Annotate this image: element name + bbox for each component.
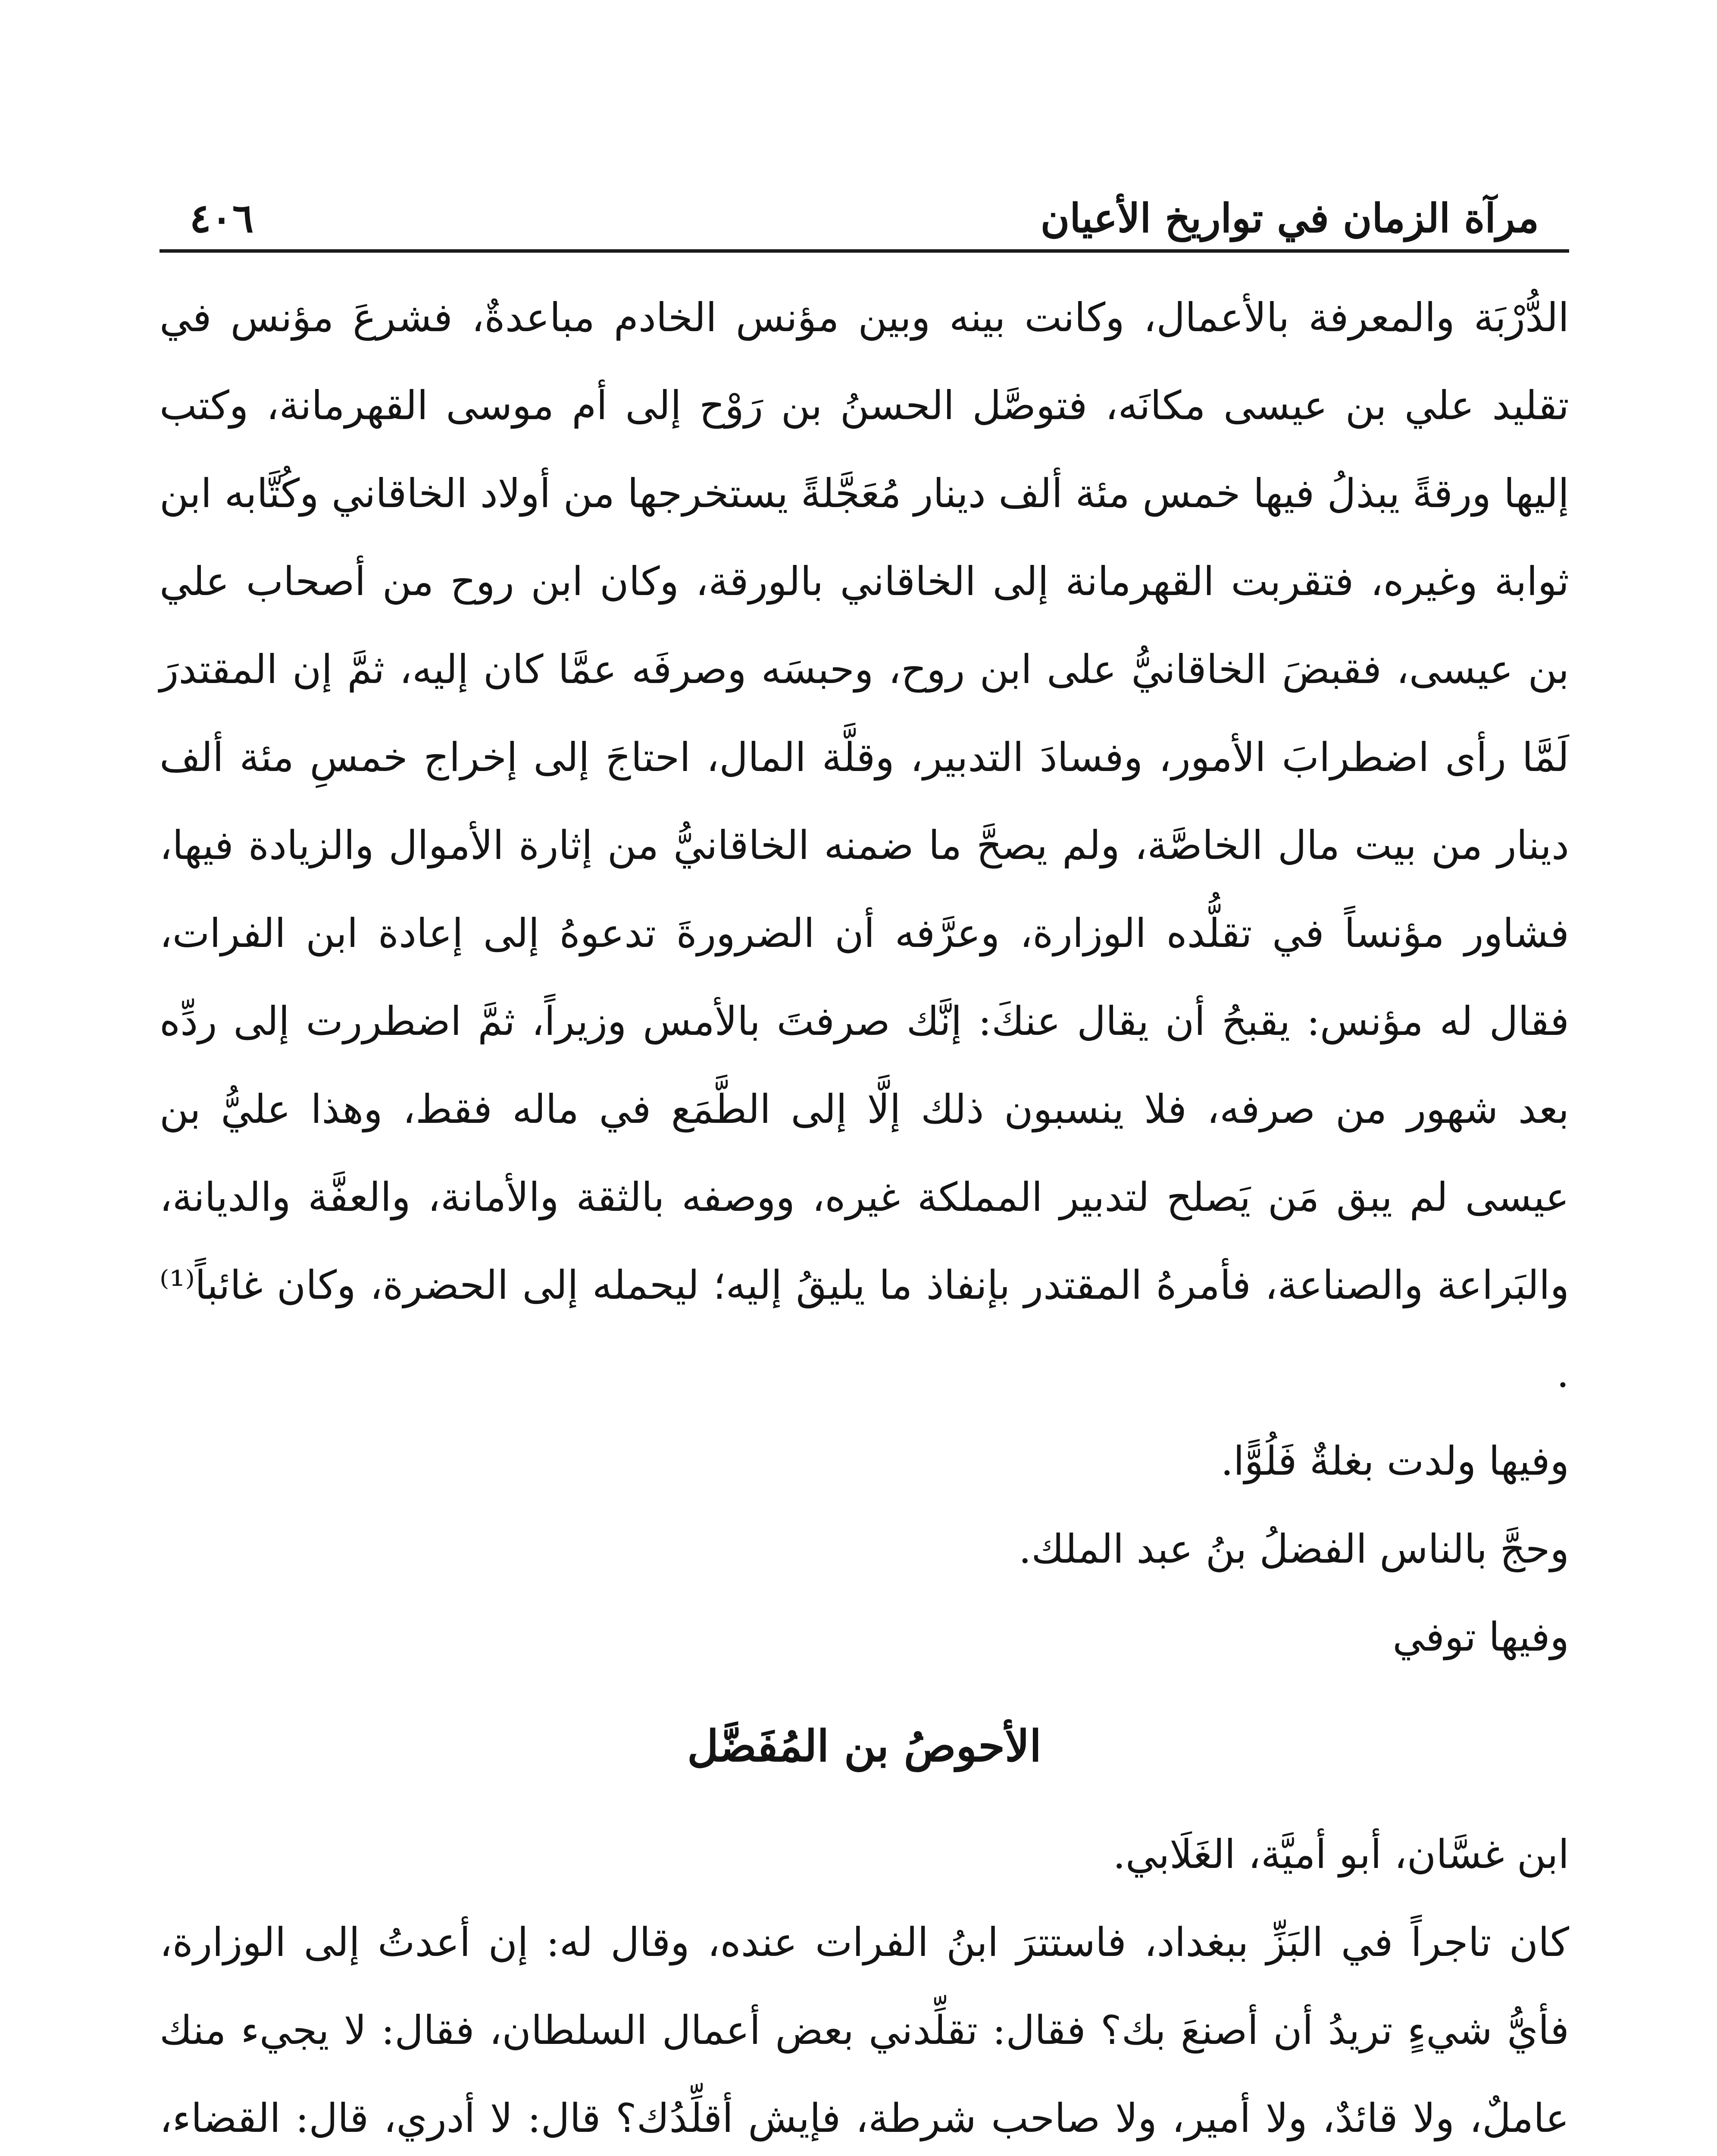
paragraph-1: الدُّرْبَة والمعرفة بالأعمال، وكانت بينه وبين مؤنس الخادم مباعدةٌ، فشرعَ مؤنس في تقليد علي بن عيسى مكانَه، فتوصَّل الحسنُ بن رَوْح إلى أم موسى القهرمانة، وكتب إليها ورقةً يبذلُ فيها خمس مئة ألف دينار مُعَجَّلةً يستخرجها من أولاد الخاقاني وكُتَّابه ابن ثوابة وغيره، فتقربت القهرمانة إلى الخاقاني بالورقة، وكان ابن روح من أصحاب علي بن عيسى، فقبضَ الخاقانيُّ على ابن روح، وحبسَه وصرفَه عمَّا كان إليه، ثمَّ إن المقتدرَ لَمَّا رأى اضطرابَ الأمور، وفسادَ التدبير، وقلَّة المال، احتاجَ إلى إخراج خمسِ مئة ألف دينار من بيت مال الخاصَّة، ولم يصحَّ ما ضمنه الخاقانيُّ من إثارة الأموال والزيادة فيها، فشاور مؤنساً في تقلُّده الوزارة، وعرَّفه أن الضرورةَ تدعوهُ إلى إعادة ابن الفرات، فقال له مؤنس: يقبحُ أن يقال عنكَ: إنَّك صرفتَ بالأمس وزيراً، ثمَّ اضطررت إلى ردِّه بعد شهور من صرفه، فلا ينسبون ذلك إلَّا إلى الطَّمَع في ماله فقط، وهذا عليُّ بن عيسى لم يبق مَن يَصلح لتدبير المملكة غيره، ووصفه بالثقة والأمانة، والعفَّة والديانة، والبَراعة والصناعة، فأمرهُ المقتدر بإنفاذ ما يليقُ إليه؛ ليحمله إلى الحضرة، وكان غائباً⁽¹⁾ .: [160, 295, 1569, 1396]
running-header: [160, 172, 1569, 241]
page-number: ٤٠٦: [190, 195, 254, 241]
running-title: مرآة الزمان في تواريخ الأعيان: [1040, 195, 1539, 241]
paragraph-2: كان تاجراً في البَزِّ ببغداد، فاستترَ ابنُ الفرات عنده، وقال له: إن أعدتُ إلى الوزارة، فأيُّ شيءٍ تريدُ أن أصنعَ بك؟ فقال: تقلِّدني بعض أعمال السلطان، فقال: لا يجيء منك عاملٌ، ولا قائدٌ، ولا أمير، ولا صاحب شرطة، فإيش أقلِّدُك؟ قال: لا أدري، قال: القضاء،: [160, 1919, 1570, 2141]
line-died: وفيها توفي: [1392, 1614, 1569, 1660]
main-text: [160, 274, 1569, 2156]
header-rule: [160, 249, 1569, 253]
section-heading: الأحوصُ بن المُفَضَّل: [687, 1720, 1041, 1771]
line-flood: وفيها ولدت بغلةٌ فَلُوًّا.: [1220, 1438, 1569, 1484]
lineage-line: ابن غسَّان، أبو أميَّة، الغَلَابي.: [1113, 1831, 1569, 1877]
line-hajj: وحجَّ بالناس الفضلُ بنُ عبد الملك.: [1019, 1526, 1569, 1572]
book-page: [160, 125, 1569, 2156]
